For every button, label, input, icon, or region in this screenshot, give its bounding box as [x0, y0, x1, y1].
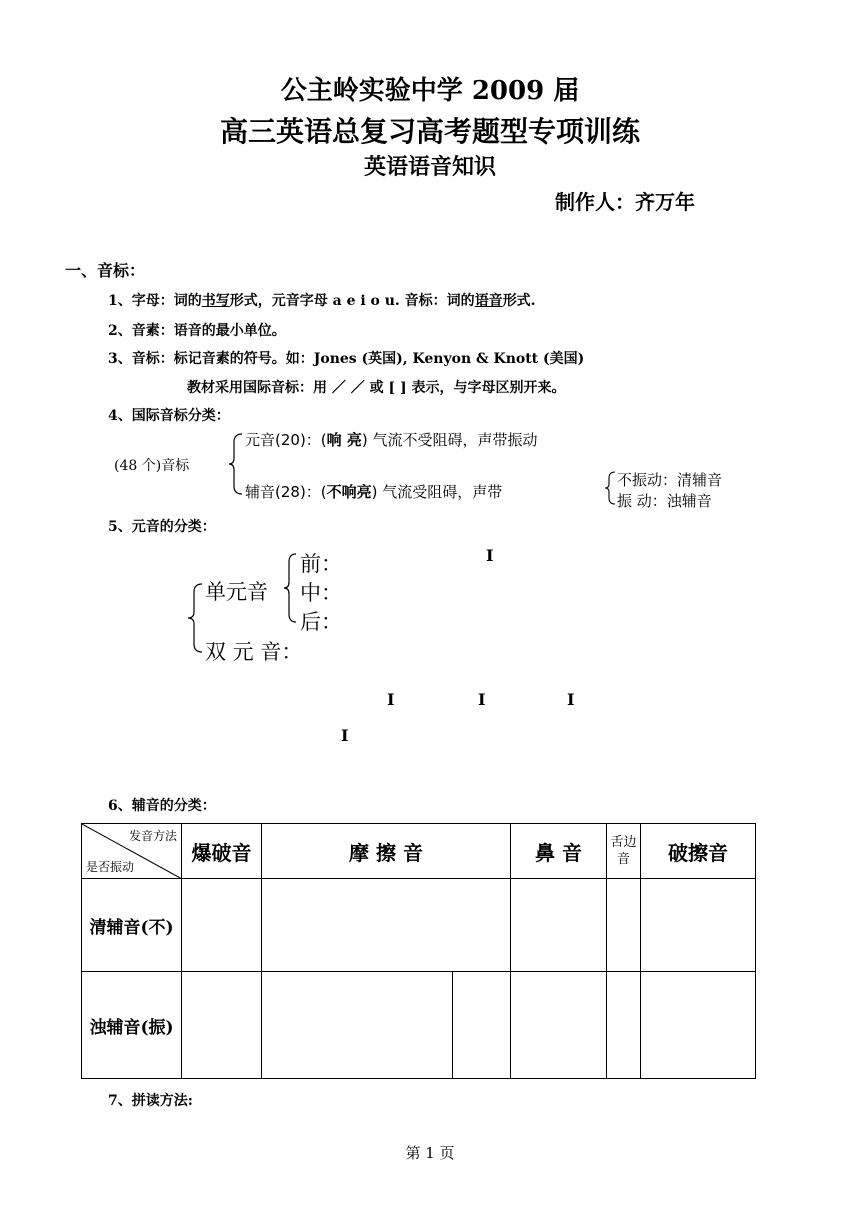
vowel-row: 元音(20)：(响 亮) 气流不受阻碍，声带振动 — [245, 431, 538, 449]
col-header-lateral: 舌边音 — [607, 824, 641, 879]
brace-vowels — [187, 582, 203, 654]
item-3: 3、音标：标记音素的符号。如：Jones (英国), Kenyon & Knott (美国) — [108, 351, 585, 367]
back-vowel-label: 后： — [300, 610, 342, 634]
table-cell — [607, 972, 641, 1079]
item-5: 5、元音的分类： — [108, 519, 216, 535]
table-cell — [453, 972, 511, 1079]
brace-phonemes — [228, 432, 244, 496]
consonant-table — [81, 823, 756, 1079]
item-4: 4、国际音标分类： — [108, 408, 230, 424]
item-3-sub: 教材采用国际音标：用 ／ ／ 或 [ ] 表示，与字母区别开来。 — [187, 380, 566, 396]
col-header-plosive: 爆破音 — [182, 824, 262, 879]
item-2: 2、音素：语音的最小单位。 — [108, 323, 286, 339]
middle-vowel-label: 中： — [300, 581, 342, 605]
page-number: 第 1 页 — [405, 1144, 455, 1162]
phonetic-glyph: I — [387, 690, 395, 709]
col-header-fricative: 摩 擦 音 — [262, 824, 511, 879]
diphthong-label: 双 元 音： — [205, 640, 303, 664]
table-cell — [511, 972, 607, 1079]
voiced-option: 振 动：浊辅音 — [617, 492, 712, 510]
doc-title-topic: 英语语音知识 — [363, 154, 496, 180]
doc-author: 制作人：齐万年 — [555, 190, 695, 214]
item-7: 7、拼读方法: — [108, 1093, 193, 1109]
table-cell — [262, 972, 453, 1079]
monophthong-label: 单元音 — [205, 580, 268, 604]
phonetic-glyph: I — [567, 690, 575, 709]
table-cell — [607, 879, 641, 972]
total-phonemes-label: (48 个)音标 — [114, 458, 190, 474]
row-header-voiced: 浊辅音(振) — [82, 972, 182, 1079]
phonetic-glyph: I — [486, 546, 494, 565]
section-title: 一、音标： — [65, 261, 146, 280]
table-cell — [511, 879, 607, 972]
table-cell — [641, 879, 756, 972]
table-cell — [182, 879, 262, 972]
front-vowel-label: 前： — [300, 552, 342, 576]
col-header-affricate: 破擦音 — [641, 824, 756, 879]
doc-title-course: 高三英语总复习高考题型专项训练 — [219, 115, 640, 148]
doc-title-school: 公主岭实验中学 2009 届 — [280, 76, 580, 106]
table-cell — [641, 972, 756, 1079]
brace-monophthong — [283, 552, 297, 624]
corner-top-label: 发音方法 — [128, 829, 177, 843]
voiceless-option: 不振动：清辅音 — [617, 471, 723, 489]
consonant-row: 辅音(28)：(不响亮) 气流受阻碍，声带 — [245, 483, 503, 501]
item-6: 6、辅音的分类： — [108, 798, 216, 814]
corner-bottom-label: 是否振动 — [86, 860, 135, 874]
item-1: 1、字母：词的书写形式，元音字母 a e i o u. 音标：词的语音形式. — [108, 293, 536, 309]
phonetic-glyph: I — [341, 726, 349, 745]
row-header-voiceless: 清辅音(不) — [82, 879, 182, 972]
table-corner-cell — [82, 824, 182, 879]
table-cell — [182, 972, 262, 1079]
table-cell — [262, 879, 511, 972]
col-header-nasal: 鼻 音 — [511, 824, 607, 879]
brace-vibration — [604, 470, 616, 506]
phonetic-glyph: I — [478, 690, 486, 709]
